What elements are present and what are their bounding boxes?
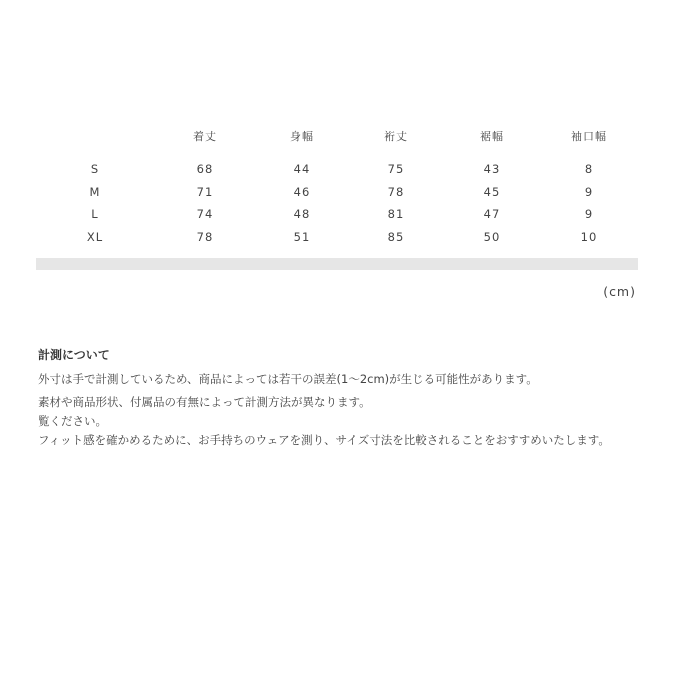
note-line: 外寸は手で計測しているため、商品によっては若干の誤差(1〜2cm)が生じる可能性があります。 bbox=[38, 372, 538, 386]
table-cell: 68 bbox=[196, 162, 214, 177]
table-cell: 10 bbox=[580, 229, 598, 244]
table-cell: 44 bbox=[293, 162, 311, 177]
table-row bbox=[36, 150, 638, 181]
size-label: S bbox=[90, 162, 100, 177]
table-cell: 78 bbox=[387, 184, 405, 199]
table-cell: 48 bbox=[293, 207, 311, 222]
table-row bbox=[36, 226, 638, 249]
header-size bbox=[36, 122, 154, 150]
header-body-width: 身幅 bbox=[290, 130, 314, 143]
header-sleeve-length: 裄丈 bbox=[384, 130, 408, 143]
header-cuff-width: 袖口幅 bbox=[571, 130, 607, 143]
table-cell: 45 bbox=[483, 184, 501, 199]
table-cell: 75 bbox=[387, 162, 405, 177]
table-cell: 81 bbox=[387, 207, 405, 222]
size-table-header bbox=[36, 122, 638, 150]
note-line: フィット感を確かめるために、お手持ちのウェアを測り、サイズ寸法を比較されることをおすすめいたします。 bbox=[38, 433, 610, 447]
table-cell: 9 bbox=[584, 184, 594, 199]
table-cell: 85 bbox=[387, 229, 405, 244]
header-hem-width: 裾幅 bbox=[480, 130, 504, 143]
size-table bbox=[36, 122, 638, 248]
table-cell: 47 bbox=[483, 207, 501, 222]
note-line: 覧ください。 bbox=[38, 414, 107, 428]
unit-note: (cm) bbox=[603, 284, 636, 299]
measurement-notes bbox=[38, 346, 638, 450]
note-line: 素材や商品形状、付属品の有無によって計測方法が異なります。 bbox=[38, 395, 371, 409]
table-cell: 51 bbox=[293, 229, 311, 244]
size-label: XL bbox=[86, 229, 104, 244]
notes-title: 計測について bbox=[38, 348, 110, 362]
header-length: 着丈 bbox=[193, 130, 217, 143]
table-cell: 8 bbox=[584, 162, 594, 177]
size-label: M bbox=[89, 184, 101, 199]
table-cell: 50 bbox=[483, 229, 501, 244]
table-cell: 43 bbox=[483, 162, 501, 177]
table-cell: 74 bbox=[196, 207, 214, 222]
table-cell: 78 bbox=[196, 229, 214, 244]
table-cell: 9 bbox=[584, 207, 594, 222]
table-cell: 71 bbox=[196, 184, 214, 199]
size-label: L bbox=[91, 207, 99, 222]
table-row bbox=[36, 181, 638, 204]
header-row bbox=[36, 122, 638, 150]
size-table-body bbox=[36, 150, 638, 248]
table-row bbox=[36, 203, 638, 226]
table-footer-bar bbox=[36, 258, 638, 270]
table-cell: 46 bbox=[293, 184, 311, 199]
